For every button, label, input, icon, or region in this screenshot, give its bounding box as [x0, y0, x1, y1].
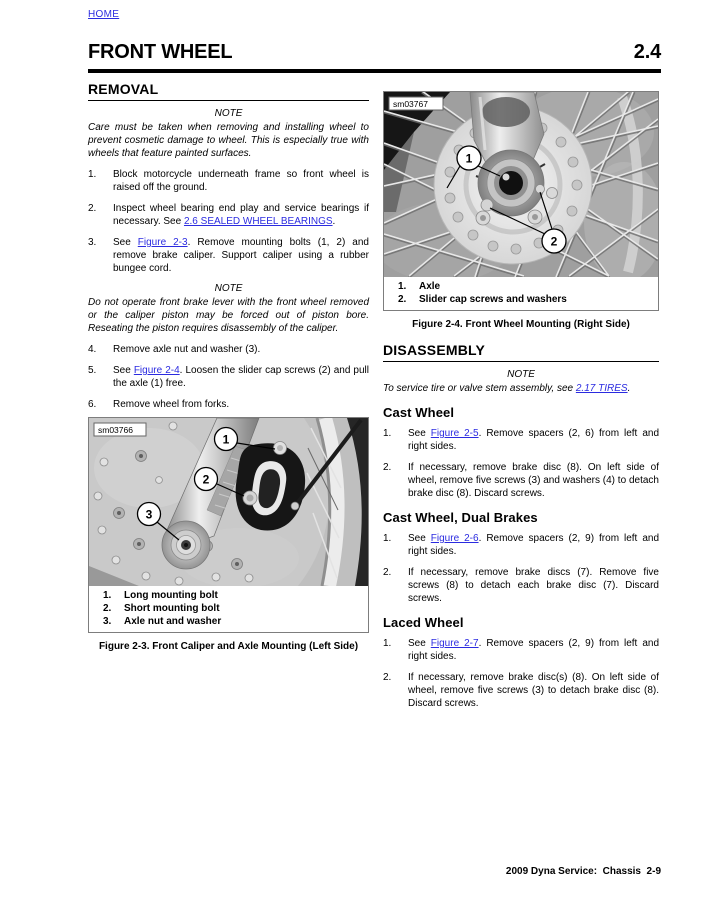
- figure-2-3-box: [88, 417, 369, 633]
- figure-2-7-link[interactable]: Figure 2-7: [430, 638, 479, 649]
- cast-wheel-step-2: 2. If necessary, remove brake disc (8). On left side of wheel, remove five screws (3) and washers (4) to detach brake disc (8). Discard screws.: [383, 462, 659, 499]
- dual-brakes-step-1: 1. See Figure 2-6. Remove spacers (2, 9) from left and right sides.: [383, 533, 659, 557]
- page-header: [88, 41, 661, 64]
- tires-link[interactable]: 2.17 TIRES: [575, 383, 628, 394]
- figure-2-3-legend: [89, 586, 368, 632]
- legend-item: 1. Axle: [398, 281, 441, 292]
- section-number: 2.4: [633, 41, 661, 63]
- home-link[interactable]: HOME: [88, 9, 120, 20]
- removal-heading: REMOVAL: [88, 81, 369, 101]
- callout-2-label: 2: [550, 234, 558, 249]
- removal-step-5: 5. See Figure 2-4. Loosen the slider cap screws (2) and pull the axle (1) free.: [88, 365, 369, 389]
- legend-item: 2. Slider cap screws and washers: [398, 294, 567, 305]
- removal-step-1: 1. Block motorcycle underneath frame so front wheel is raised off the ground.: [88, 169, 369, 193]
- figure-2-3-photo: [89, 418, 368, 586]
- page-footer: 2009 Dyna Service: Chassis 2-9: [505, 866, 661, 877]
- sealed-wheel-bearings-link[interactable]: 2.6 SEALED WHEEL BEARINGS: [183, 216, 333, 227]
- figure-2-4-link[interactable]: Figure 2-4: [133, 365, 180, 376]
- subsection-cast-wheel: Cast Wheel: [383, 405, 455, 420]
- legend-item: 1. Long mounting bolt: [103, 590, 218, 601]
- dual-brakes-step-2: 2. If necessary, remove brake discs (7). Remove five screws (8) to detach each brake disc (7). Discard screws.: [383, 567, 659, 604]
- laced-wheel-step-1: 1. See Figure 2-7. Remove spacers (2, 9) from left and right sides.: [383, 638, 659, 662]
- subsection-cast-wheel-dual: Cast Wheel, Dual Brakes: [383, 510, 538, 525]
- note-label: NOTE: [507, 369, 535, 380]
- callout-1-label: 1: [465, 151, 473, 166]
- callout-1-label: 1: [222, 432, 230, 447]
- cast-wheel-step-1: 1. See Figure 2-5. Remove spacers (2, 6) from left and right sides.: [383, 428, 659, 452]
- figure-2-4-legend: [384, 277, 658, 310]
- figure-2-6-link[interactable]: Figure 2-6: [430, 533, 479, 544]
- photo-tag: sm03767: [393, 99, 428, 109]
- legend-item: 2. Short mounting bolt: [103, 603, 220, 614]
- page-title: FRONT WHEEL: [88, 41, 233, 63]
- title-rule: [88, 69, 661, 73]
- figure-2-3-caption: Figure 2-3. Front Caliper and Axle Mounting (Left Side): [98, 641, 359, 652]
- removal-step-4: 4. Remove axle nut and washer (3).: [88, 344, 261, 355]
- disassembly-heading: DISASSEMBLY: [383, 342, 659, 362]
- legend-item: 3. Axle nut and washer: [103, 616, 222, 627]
- note-text: Do not operate front brake lever with the front wheel removed or the caliper piston may be forced out of piston bore. Reseating the piston requires disassembly of the caliper.: [88, 297, 369, 334]
- laced-wheel-step-2: 2. If necessary, remove brake disc(s) (8). On left side of wheel, remove five screws (3) to detach brake disc (8). Discard screws.: [383, 672, 659, 709]
- figure-2-5-link[interactable]: Figure 2-5: [430, 428, 479, 439]
- figure-2-4-photo: [384, 92, 658, 277]
- figure-2-4-box: [383, 91, 659, 311]
- photo-tag: sm03766: [98, 425, 133, 435]
- removal-step-2: 2. Inspect wheel bearing end play and service bearings if necessary. See 2.6 SEALED WHEEL BEARINGS.: [88, 203, 369, 227]
- note-label: NOTE: [214, 283, 243, 294]
- subsection-laced-wheel: Laced Wheel: [383, 615, 464, 630]
- removal-step-6: 6. Remove wheel from forks.: [88, 399, 230, 410]
- note-text: To service tire or valve stem assembly, see 2.17 TIRES.: [383, 383, 631, 394]
- callout-3-label: 3: [145, 507, 153, 522]
- removal-step-3: 3. See Figure 2-3. Remove mounting bolts (1, 2) and remove brake caliper. Support caliper using a rubber bungee cord.: [88, 237, 369, 274]
- figure-2-4-caption: Figure 2-4. Front Wheel Mounting (Right Side): [412, 319, 630, 330]
- note-text: Care must be taken when removing and installing wheel to prevent cosmetic damage to wheel. This is especially true with wheels that feature painted surfaces.: [88, 122, 369, 159]
- left-column: [88, 81, 369, 664]
- callout-2-label: 2: [202, 472, 210, 487]
- note-label: NOTE: [214, 108, 243, 119]
- figure-2-3-link[interactable]: Figure 2-3: [137, 237, 188, 248]
- right-column: [383, 89, 659, 718]
